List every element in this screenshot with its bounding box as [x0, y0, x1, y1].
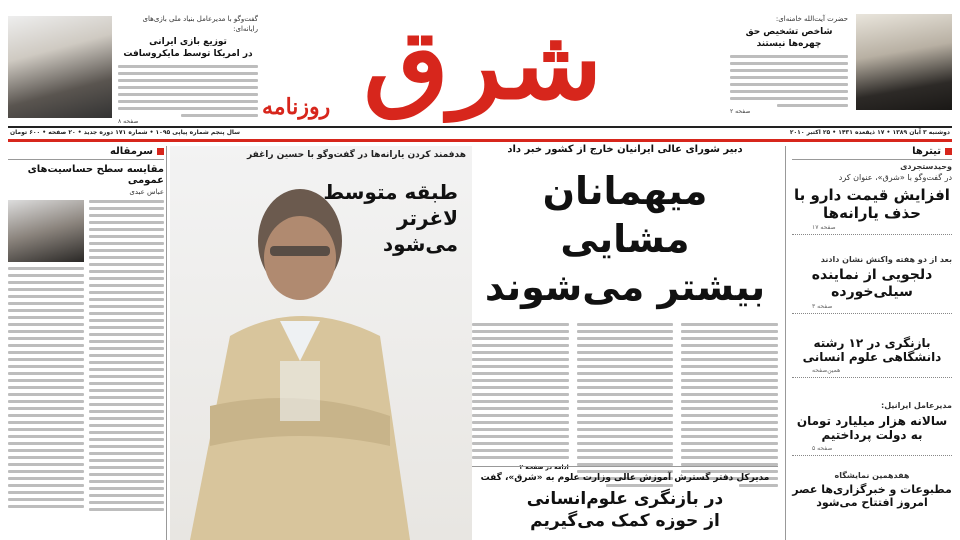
- masthead-red-rule: [8, 139, 952, 142]
- main-headline-2: بیشتر می‌شوند: [484, 265, 766, 309]
- editorial-body-col1: [89, 200, 165, 511]
- interviewee-photo: [8, 16, 112, 118]
- photo-kicker: هدفمند کردن یارانه‌ها در گفت‌وگو با حسین راغفر: [247, 150, 466, 160]
- editorial-body-col2: [8, 267, 84, 508]
- sidebar-headline: مطبوعات و خبرگزاری‌ها عصر امروز افتتاح می‌شود: [792, 483, 952, 510]
- lower-kicker: مدیرکل دفتر گسترش آموزش عالی وزارت علوم به «شرق»، گفت: [480, 473, 770, 483]
- sidebar-headline: افزایش قیمت دارو با حذف یارانه‌ها: [794, 186, 950, 222]
- sidebar-section-label: تیترها: [792, 146, 952, 157]
- author-photo: [8, 200, 84, 262]
- sidebar-item[interactable]: مدیرعامل ایرانیل: سالانه هزار میلیارد تومان به دولت پرداختیم صفحه ۵: [792, 400, 952, 456]
- top-right-page: صفحه ۲: [730, 108, 751, 115]
- editorial[interactable]: [8, 146, 164, 540]
- top-right-body: [730, 55, 848, 107]
- top-right-headline-2: چهره‌ها نیستند: [756, 39, 822, 49]
- sidebar-item[interactable]: هفدهمین نمایشگاه مطبوعات و خبرگزاری‌ها عصر امروز افتتاح می‌شود: [792, 471, 952, 510]
- main-headline-1: میهمانان مشایی: [542, 169, 708, 261]
- main-continued[interactable]: ادامه در صفحه ۲: [519, 464, 569, 471]
- photo-headline-1: طبقه متوسط: [323, 180, 458, 204]
- sidebar-item[interactable]: بازنگری در ۱۲ رشته دانشگاهی علوم انسانی همین‌صفحه: [792, 336, 952, 378]
- top-left-story[interactable]: [118, 14, 258, 126]
- logo-text: شرق: [363, 8, 603, 121]
- issue-info: سال پنجم شماره پیاپی ۱۰۹۵ • شماره ۱۷۱ دوره جدید • ۲۰ صفحه • ۶۰۰ تومان: [10, 129, 241, 136]
- lower-headline-1: در بازنگری علوم‌انسانی: [526, 489, 724, 509]
- logo-subtitle: روزنامه: [262, 94, 331, 120]
- editorial-divider: [166, 146, 167, 540]
- dateline: دوشنبه ۳ آبان ۱۳۸۹ • ۱۷ ذیقعده ۱۴۳۱ • ۲۵ اکتبر ۲۰۱۰: [789, 129, 950, 136]
- editorial-author: عباس عبدی: [129, 188, 164, 196]
- lower-story[interactable]: [472, 466, 778, 540]
- sidebar-headline: دلجویی از نماینده سیلی‌خورده: [811, 267, 933, 300]
- photo-headline-3: می‌شود: [382, 232, 458, 256]
- top-left-headline-2: در امریکا توسط مایکروسافت: [123, 49, 253, 59]
- photo-story[interactable]: [170, 146, 472, 540]
- top-right-kicker: حضرت آیت‌الله خامنه‌ای:: [775, 15, 848, 23]
- top-right-headline-1: شاخص تشخیص حق: [745, 27, 833, 37]
- top-left-kicker: گفت‌وگو با مدیرعامل بنیاد ملی بازی‌های رایانه‌ای:: [142, 15, 258, 33]
- sidebar: [792, 146, 952, 540]
- top-right-story[interactable]: [730, 14, 848, 124]
- sidebar-item[interactable]: وحیدستجردی در گفت‌وگو با «شرق»، عنوان کرد افزایش قیمت دارو با حذف یارانه‌ها صفحه ۱۷: [792, 161, 952, 235]
- editorial-title: مقایسه سطح حساسیت‌های عمومی: [27, 164, 164, 186]
- section-square-icon: [157, 148, 164, 155]
- main-story[interactable]: [472, 144, 778, 471]
- main-kicker: دبیر شورای عالی ایرانیان خارج از کشور خبر داد: [507, 144, 743, 155]
- top-left-body: [118, 65, 258, 117]
- sidebar-item[interactable]: بعد از دو هفته واکنش نشان دادند دلجویی از نماینده سیلی‌خورده صفحه ۳: [792, 254, 952, 314]
- leader-photo: [856, 14, 952, 110]
- top-left-page: صفحه ۸: [118, 118, 139, 125]
- sidebar-headline: سالانه هزار میلیارد تومان به دولت پرداختیم: [796, 414, 948, 443]
- lower-headline-2: از حوزه کمک می‌گیریم: [530, 511, 720, 531]
- sidebar-divider: [785, 146, 786, 540]
- photo-headline-2: لاغرتر: [397, 206, 458, 230]
- sidebar-headline: بازنگری در ۱۲ رشته دانشگاهی علوم انسانی: [802, 336, 942, 365]
- section-square-icon: [945, 148, 952, 155]
- editorial-section-label: سرمقاله: [8, 146, 164, 157]
- top-left-headline-1: توزیع بازی ایرانی: [149, 37, 227, 47]
